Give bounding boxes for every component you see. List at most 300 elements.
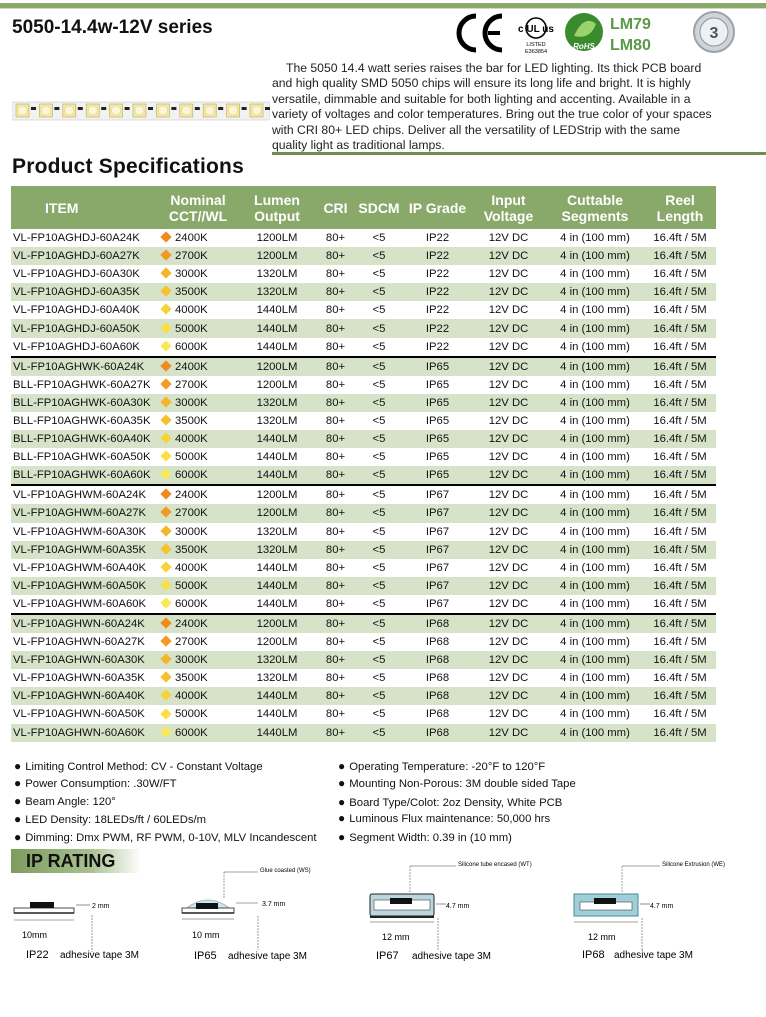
feature-item: ● Board Type/Colot: 2oz Density, White PCB <box>338 795 563 809</box>
led-lens <box>252 106 261 115</box>
cell-input-voltage: 12V DC <box>488 414 529 427</box>
cell-lumen: 1440LM <box>256 304 298 317</box>
cell-cri: 80+ <box>325 525 346 538</box>
cell-item: VL-FP10AGHDJ-60A30K <box>13 268 140 281</box>
cell-cri: 80+ <box>325 268 346 281</box>
cell-lumen: 1320LM <box>256 672 298 685</box>
bullet-icon: ● <box>338 776 346 790</box>
cell-reel-length: 16.4ft / 5M <box>653 708 707 721</box>
cct-diamond-icon <box>160 414 171 425</box>
cell-input-voltage: 12V DC <box>471 394 546 412</box>
cell-ip-grade: IP68 <box>404 614 471 633</box>
cell-ip-grade: IP22 <box>425 268 450 281</box>
cct-diamond-icon <box>160 708 171 719</box>
resistor <box>242 107 247 110</box>
cct-diamond-icon <box>160 451 171 462</box>
cell-lumen: 1440LM <box>256 561 298 574</box>
cell-reel-length: 16.4ft / 5M <box>653 525 707 538</box>
cell-cuttable-segments: 4 in (100 mm) <box>546 724 644 742</box>
cct-diamond-icon <box>160 249 171 260</box>
cell-sdcm: <5 <box>372 451 386 464</box>
cct-diamond-icon <box>160 268 171 279</box>
cell-ip-grade: IP65 <box>404 357 471 376</box>
table-row <box>11 319 716 337</box>
bullet-icon: ● <box>14 776 22 790</box>
ip65-grade: IP65 <box>194 950 217 962</box>
header-lumen: Lumen Output <box>237 186 317 229</box>
bullet-icon: ● <box>338 759 346 773</box>
svg-text:RoHS: RoHS <box>573 42 595 51</box>
cell-cri: 80+ <box>317 651 354 669</box>
cell-lumen: 1440LM <box>256 340 298 353</box>
cell-cuttable-segments: 4 in (100 mm) <box>546 651 644 669</box>
cell-sdcm: <5 <box>372 597 386 610</box>
cct-diamond-icon <box>160 597 171 608</box>
cell-ip-grade: IP65 <box>404 466 471 485</box>
resistor <box>101 107 106 110</box>
cell-reel-length: 16.4ft / 5M <box>644 541 716 559</box>
ip22-height-label: 2 mm <box>92 903 110 910</box>
resistor <box>171 107 176 110</box>
cell-cct: 5000K <box>159 448 237 466</box>
cell-input-voltage: 12V DC <box>488 451 529 464</box>
table-row <box>11 669 716 687</box>
cell-cri: 80+ <box>325 414 346 427</box>
cell-sdcm: <5 <box>354 357 404 376</box>
cell-ip-grade: IP67 <box>404 577 471 595</box>
cell-cct: 2700K <box>159 504 237 522</box>
bullet-icon: ● <box>338 830 346 844</box>
cct-diamond-icon <box>160 396 171 407</box>
cell-cri: 80+ <box>317 541 354 559</box>
cell-input-voltage: 12V DC <box>488 525 529 538</box>
cell-reel-length: 16.4ft / 5M <box>644 247 716 265</box>
feature-item: ● Limiting Control Method: CV - Constant Voltage <box>14 759 263 773</box>
table-row <box>11 283 716 301</box>
led-lens <box>88 106 97 115</box>
cell-reel-length: 16.4ft / 5M <box>644 394 716 412</box>
cell-item: VL-FP10AGHDJ-60A27K <box>11 247 159 265</box>
cell-cri: 80+ <box>325 672 346 685</box>
ip67-diagram <box>368 856 548 964</box>
header-cuttable-segments: Cuttable Segments <box>546 186 644 229</box>
cell-reel-length: 16.4ft / 5M <box>644 357 716 376</box>
bullet-icon: ● <box>14 759 22 773</box>
cell-cuttable-segments: 4 in (100 mm) <box>546 485 644 504</box>
cell-sdcm: <5 <box>354 687 404 705</box>
resistor <box>54 107 59 110</box>
cell-cct: 2400K <box>159 485 237 504</box>
cell-sdcm: <5 <box>354 394 404 412</box>
cct-diamond-icon <box>160 672 171 683</box>
cell-lumen: 1440LM <box>237 577 317 595</box>
cell-item: VL-FP10AGHWN-60A24K <box>11 614 159 633</box>
cell-cct: 2400K <box>159 229 237 247</box>
cell-sdcm: <5 <box>354 504 404 522</box>
cell-cct: 5000K <box>159 705 237 723</box>
cell-lumen: 1320LM <box>256 268 298 281</box>
cell-item: BLL-FP10AGHWK-60A60K <box>11 466 159 485</box>
cell-cri: 80+ <box>325 232 346 245</box>
svg-text:LM79: LM79 <box>610 16 651 33</box>
certification-logos <box>456 10 756 56</box>
cell-item: BLL-FP10AGHWK-60A30K <box>11 394 159 412</box>
cell-reel-length: 16.4ft / 5M <box>653 636 707 649</box>
cell-cct: 4000K <box>159 301 237 319</box>
header-input-voltage: Input Voltage <box>471 186 546 229</box>
cell-reel-length: 16.4ft / 5M <box>644 430 716 448</box>
cct-diamond-icon <box>160 726 171 737</box>
cell-reel-length: 16.4ft / 5M <box>653 672 707 685</box>
cell-cct: 3500K <box>159 283 237 301</box>
ip67-adhesive: adhesive tape 3M <box>412 951 491 962</box>
cell-reel-length: 16.4ft / 5M <box>653 340 707 353</box>
resistor <box>195 107 200 110</box>
cell-sdcm: <5 <box>354 541 404 559</box>
resistor <box>265 107 270 110</box>
cell-input-voltage: 12V DC <box>488 378 529 391</box>
table-row <box>11 485 716 504</box>
cell-input-voltage: 12V DC <box>471 357 546 376</box>
cct-diamond-icon <box>160 304 171 315</box>
cell-ip-grade: IP67 <box>425 525 450 538</box>
cell-lumen: 1200LM <box>256 636 298 649</box>
ip68-width-label: 12 mm <box>588 932 616 942</box>
cell-cri: 80+ <box>317 283 354 301</box>
cell-cri: 80+ <box>317 687 354 705</box>
cell-lumen: 1200LM <box>256 378 298 391</box>
bullet-icon: ● <box>14 794 22 808</box>
cell-reel-length: 16.4ft / 5M <box>644 724 716 742</box>
cell-input-voltage: 12V DC <box>471 485 546 504</box>
cell-input-voltage: 12V DC <box>488 561 529 574</box>
cell-sdcm: <5 <box>354 247 404 265</box>
cct-diamond-icon <box>160 286 171 297</box>
feature-item: ● Mounting Non-Porous: 3M double sided Tape <box>338 776 576 790</box>
cell-lumen: 1200LM <box>237 357 317 376</box>
lm79-lm80-icon <box>610 16 651 54</box>
cell-cuttable-segments: 4 in (100 mm) <box>546 504 644 522</box>
cell-lumen: 1440LM <box>237 724 317 742</box>
cell-sdcm: <5 <box>372 414 386 427</box>
cell-reel-length: 16.4ft / 5M <box>644 466 716 485</box>
table-row <box>11 412 716 430</box>
cell-input-voltage: 12V DC <box>471 319 546 337</box>
cell-item: VL-FP10AGHWN-60A35K <box>13 672 145 685</box>
cell-item: VL-FP10AGHWN-60A40K <box>11 687 159 705</box>
led-lens <box>205 106 214 115</box>
cell-lumen: 1440LM <box>256 708 298 721</box>
table-row <box>11 357 716 376</box>
cell-reel-length: 16.4ft / 5M <box>653 414 707 427</box>
cct-diamond-icon <box>160 561 171 572</box>
feature-item: ● Operating Temperature: -20°F to 120°F <box>338 759 546 773</box>
cell-reel-length: 16.4ft / 5M <box>653 561 707 574</box>
ip65-width-label: 10 mm <box>192 930 220 940</box>
cell-sdcm: <5 <box>372 268 386 281</box>
cell-item: VL-FP10AGHWN-60A27K <box>13 636 145 649</box>
cell-input-voltage: 12V DC <box>471 504 546 522</box>
cell-cri: 80+ <box>325 340 346 353</box>
cell-cuttable-segments: 4 in (100 mm) <box>546 466 644 485</box>
svg-text:3: 3 <box>709 25 719 42</box>
cell-item: VL-FP10AGHWN-60A30K <box>11 651 159 669</box>
cell-sdcm: <5 <box>372 525 386 538</box>
table-row <box>11 229 716 247</box>
cell-cuttable-segments: 4 in (100 mm) <box>560 414 630 427</box>
cell-item: VL-FP10AGHDJ-60A40K <box>13 304 140 317</box>
cell-input-voltage: 12V DC <box>471 687 546 705</box>
cell-cri: 80+ <box>317 577 354 595</box>
svg-text:c UL us: c UL us <box>518 24 554 35</box>
cell-sdcm: <5 <box>354 651 404 669</box>
cell-item: BLL-FP10AGHWK-60A27K <box>13 378 151 391</box>
led-lens <box>18 106 27 115</box>
ip68-height-label: 4.7 mm <box>650 903 674 910</box>
cell-reel-length: 16.4ft / 5M <box>644 283 716 301</box>
table-row <box>11 559 716 577</box>
header-rule-shadow <box>0 8 766 9</box>
ul-listed-icon <box>518 18 554 55</box>
cell-cct: 5000K <box>159 319 237 337</box>
cell-reel-length: 16.4ft / 5M <box>653 232 707 245</box>
cell-lumen: 1200LM <box>237 504 317 522</box>
cell-cct: 2400K <box>159 614 237 633</box>
cell-cct: 5000K <box>159 577 237 595</box>
cell-lumen: 1200LM <box>237 247 317 265</box>
cell-item: VL-FP10AGHWN-60A60K <box>11 724 159 742</box>
ip-rating-title: IP RATING <box>26 851 116 871</box>
cell-cuttable-segments: 4 in (100 mm) <box>560 304 630 317</box>
header-cri: CRI <box>317 186 354 229</box>
cell-ip-grade: IP67 <box>404 504 471 522</box>
cell-cri: 80+ <box>325 708 346 721</box>
bullet-icon: ● <box>338 811 346 825</box>
cell-ip-grade: IP68 <box>404 687 471 705</box>
cell-input-voltage: 12V DC <box>471 614 546 633</box>
cell-ip-grade: IP68 <box>425 636 450 649</box>
cell-cuttable-segments: 4 in (100 mm) <box>560 708 630 721</box>
cell-ip-grade: IP67 <box>404 485 471 504</box>
cell-cri: 80+ <box>317 319 354 337</box>
cell-cri: 80+ <box>317 724 354 742</box>
ip22-diagram <box>12 880 142 965</box>
cell-cuttable-segments: 4 in (100 mm) <box>546 577 644 595</box>
cell-cct: 3000K <box>159 651 237 669</box>
bullet-icon: ● <box>14 812 22 826</box>
cell-cct: 2700K <box>159 247 237 265</box>
cell-reel-length: 16.4ft / 5M <box>644 577 716 595</box>
cell-input-voltage: 12V DC <box>471 247 546 265</box>
cct-diamond-icon <box>160 543 171 554</box>
cell-lumen: 1200LM <box>256 232 298 245</box>
table-row <box>11 705 716 723</box>
svg-text:E363854: E363854 <box>524 49 548 55</box>
cell-sdcm: <5 <box>354 485 404 504</box>
cell-cuttable-segments: 4 in (100 mm) <box>546 319 644 337</box>
product-description: The 5050 14.4 watt series raises the bar for LED lighting. Its thick PCB board and high quality SMD 5050 chips will ensure its long life and bright. It is highly versatile, dimmable and suitable for both lighting and accenting. Available in a variety of voltages and color temperatures. Bring out the true color of your spaces with CRI 80+ LED chips. Deliver all the versatility of LEDStrip with the same quality light as traditional lamps. <box>272 61 712 153</box>
section-title: Product Specifications <box>12 155 244 178</box>
cell-ip-grade: IP22 <box>425 232 450 245</box>
table-row <box>11 265 716 283</box>
cell-cri: 80+ <box>317 394 354 412</box>
cell-reel-length: 16.4ft / 5M <box>653 378 707 391</box>
cell-input-voltage: 12V DC <box>471 577 546 595</box>
table-row <box>11 247 716 265</box>
cell-item: VL-FP10AGHDJ-60A24K <box>13 232 140 245</box>
table-row <box>11 614 716 633</box>
resistor <box>148 107 153 110</box>
table-row <box>11 595 716 614</box>
svg-text:LISTED: LISTED <box>526 42 546 48</box>
ip22-adhesive: adhesive tape 3M <box>60 950 139 961</box>
cell-input-voltage: 12V DC <box>488 304 529 317</box>
cell-sdcm: <5 <box>354 614 404 633</box>
cell-cct: 3500K <box>159 669 237 687</box>
resistor <box>218 107 223 110</box>
cell-cuttable-segments: 4 in (100 mm) <box>546 687 644 705</box>
cell-ip-grade: IP22 <box>425 304 450 317</box>
cell-cct: 3000K <box>159 265 237 283</box>
cell-lumen: 1200LM <box>237 614 317 633</box>
cell-input-voltage: 12V DC <box>488 708 529 721</box>
cell-ip-grade: IP22 <box>404 319 471 337</box>
cell-lumen: 1440LM <box>237 430 317 448</box>
table-row <box>11 633 716 651</box>
cell-ip-grade: IP22 <box>404 283 471 301</box>
cell-reel-length: 16.4ft / 5M <box>644 319 716 337</box>
ip22-width-label: 10mm <box>22 930 48 940</box>
cell-item: VL-FP10AGHWM-60A40K <box>13 561 147 574</box>
cct-diamond-icon <box>160 654 171 665</box>
cell-cri: 80+ <box>325 378 346 391</box>
cell-lumen: 1440LM <box>256 597 298 610</box>
led-lens <box>135 106 144 115</box>
cct-diamond-icon <box>160 469 171 480</box>
cell-cri: 80+ <box>325 561 346 574</box>
table-row <box>11 466 716 485</box>
cell-cct: 3500K <box>159 541 237 559</box>
series-title: 5050-14.4w-12V series <box>12 17 213 38</box>
cell-ip-grade: IP67 <box>425 597 450 610</box>
led-lens <box>65 106 74 115</box>
led-strip-image <box>12 98 270 124</box>
ip67-coat-label: Silicone tube encased (WT) <box>458 862 532 868</box>
table-row <box>11 430 716 448</box>
cell-sdcm: <5 <box>372 304 386 317</box>
cell-item: VL-FP10AGHDJ-60A50K <box>11 319 159 337</box>
cell-sdcm: <5 <box>354 724 404 742</box>
header-ip-grade: IP Grade <box>404 186 471 229</box>
cell-lumen: 1320LM <box>237 394 317 412</box>
ip68-diagram <box>572 856 752 964</box>
cell-item: BLL-FP10AGHWK-60A35K <box>13 414 151 427</box>
cell-input-voltage: 12V DC <box>471 724 546 742</box>
cell-cct: 3000K <box>159 523 237 541</box>
cct-diamond-icon <box>160 432 171 443</box>
cell-ip-grade: IP67 <box>404 541 471 559</box>
table-row <box>11 338 716 357</box>
cell-cuttable-segments: 4 in (100 mm) <box>560 340 630 353</box>
header-sdcm: SDCM <box>354 186 404 229</box>
cell-cct: 6000K <box>159 338 237 357</box>
cell-lumen: 1320LM <box>237 283 317 301</box>
table-row <box>11 577 716 595</box>
cell-cct: 2700K <box>159 376 237 394</box>
cell-cuttable-segments: 4 in (100 mm) <box>560 597 630 610</box>
cell-input-voltage: 12V DC <box>488 268 529 281</box>
cell-ip-grade: IP65 <box>425 378 450 391</box>
led-lens <box>112 106 121 115</box>
cell-cuttable-segments: 4 in (100 mm) <box>560 561 630 574</box>
cell-sdcm: <5 <box>354 577 404 595</box>
cell-reel-length: 16.4ft / 5M <box>644 687 716 705</box>
ip67-grade: IP67 <box>376 950 399 962</box>
cell-reel-length: 16.4ft / 5M <box>644 504 716 522</box>
cell-sdcm: <5 <box>372 636 386 649</box>
spec-table-body <box>11 229 716 742</box>
cell-item: VL-FP10AGHDJ-60A60K <box>13 340 140 353</box>
cct-diamond-icon <box>160 617 171 628</box>
ip67-width-label: 12 mm <box>382 932 410 942</box>
cct-diamond-icon <box>160 489 171 500</box>
bullet-icon: ● <box>338 795 346 809</box>
cell-reel-length: 16.4ft / 5M <box>653 268 707 281</box>
cell-lumen: 1440LM <box>237 466 317 485</box>
header-reel-length: Reel Length <box>644 186 716 229</box>
header-item: ITEM <box>11 186 159 229</box>
cell-item: VL-FP10AGHWM-60A30K <box>13 525 147 538</box>
cell-item: VL-FP10AGHWM-60A50K <box>11 577 159 595</box>
cell-lumen: 1320LM <box>237 541 317 559</box>
cell-input-voltage: 12V DC <box>488 636 529 649</box>
cell-ip-grade: IP65 <box>425 451 450 464</box>
cell-cri: 80+ <box>317 247 354 265</box>
cct-diamond-icon <box>160 579 171 590</box>
led-lens <box>182 106 191 115</box>
ip65-diagram <box>180 862 330 965</box>
cell-sdcm: <5 <box>372 340 386 353</box>
table-row <box>11 394 716 412</box>
table-row <box>11 687 716 705</box>
spec-table-header <box>11 186 716 229</box>
cell-ip-grade: IP67 <box>425 561 450 574</box>
feature-item: ● Power Consumption: .30W/FT <box>14 776 177 790</box>
cell-ip-grade: IP65 <box>404 430 471 448</box>
cct-diamond-icon <box>160 360 171 371</box>
table-row <box>11 504 716 522</box>
cell-input-voltage: 12V DC <box>471 541 546 559</box>
cell-ip-grade: IP68 <box>404 651 471 669</box>
cell-cuttable-segments: 4 in (100 mm) <box>560 672 630 685</box>
cell-cct: 6000K <box>159 466 237 485</box>
cell-item: VL-FP10AGHWN-60A50K <box>13 708 145 721</box>
cct-diamond-icon <box>160 635 171 646</box>
cell-ip-grade: IP65 <box>404 394 471 412</box>
cell-cuttable-segments: 4 in (100 mm) <box>546 394 644 412</box>
spec-table <box>11 186 716 742</box>
feature-item: ● Beam Angle: 120° <box>14 794 116 808</box>
table-row <box>11 448 716 466</box>
cell-cuttable-segments: 4 in (100 mm) <box>546 614 644 633</box>
cell-reel-length: 16.4ft / 5M <box>653 597 707 610</box>
cell-reel-length: 16.4ft / 5M <box>644 614 716 633</box>
led-lens <box>158 106 167 115</box>
cell-input-voltage: 12V DC <box>488 340 529 353</box>
cell-ip-grade: IP65 <box>425 414 450 427</box>
cell-ip-grade: IP68 <box>425 708 450 721</box>
feature-item: ● Dimming: Dmx PWM, RF PWM, 0-10V, MLV Incandescent <box>14 830 317 844</box>
